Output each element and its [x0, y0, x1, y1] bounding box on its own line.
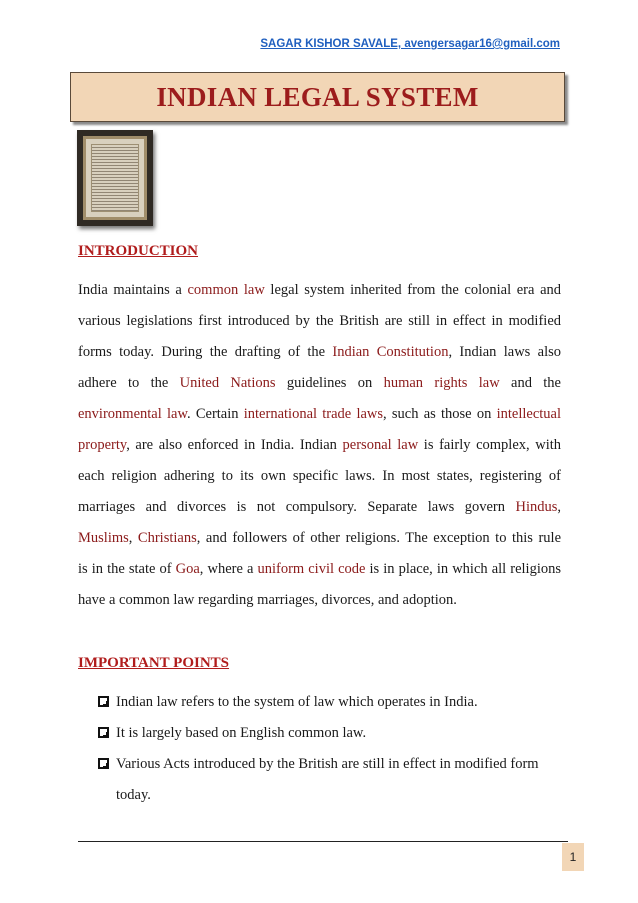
paragraph-text: forms today. During the drafting of the: [78, 344, 333, 360]
paragraph-line: [78, 342, 561, 373]
paragraph-line: [78, 404, 561, 435]
paragraph-text: . Certain: [186, 406, 244, 422]
document-paper: [83, 136, 147, 220]
list-item-text: It is largely based on English common law.: [116, 725, 367, 741]
paragraph-line: [78, 466, 561, 497]
list-item-text: today.: [116, 787, 151, 803]
list-item: [98, 692, 563, 723]
paragraph-text: have a common law regarding marriages, divorces, and adoption.: [78, 592, 457, 608]
checkbox-bullet-icon: [98, 758, 109, 769]
paragraph-line: [78, 497, 561, 528]
checkbox-bullet-icon: [98, 727, 109, 738]
paragraph-line: [78, 373, 561, 404]
list-item-text: Various Acts introduced by the British are still in effect in modified form: [116, 756, 539, 772]
wiki-link[interactable]: Christians: [137, 530, 197, 546]
paragraph-text: India maintains a: [78, 282, 188, 298]
title-banner: [70, 72, 565, 122]
paragraph-text: , such as those on: [383, 406, 497, 422]
wiki-link[interactable]: uniform civil code: [257, 561, 366, 577]
list-item: [98, 754, 563, 816]
list-item: [98, 723, 563, 754]
paragraph-text: each religion adhering to its own specific laws. In most states, registering of: [78, 468, 561, 484]
wiki-link[interactable]: property: [78, 437, 127, 453]
paragraph-text: adhere to the: [78, 375, 180, 391]
paragraph-line: [78, 559, 561, 590]
wiki-link[interactable]: environmental law: [78, 406, 187, 422]
page-number: 1: [562, 843, 584, 871]
footer-divider: [78, 841, 568, 842]
list-item-text: Indian law refers to the system of law which operates in India.: [116, 694, 478, 710]
paragraph-line: [78, 311, 561, 342]
introduction-heading: INTRODUCTION: [78, 243, 199, 259]
introduction-paragraph: [78, 280, 561, 621]
wiki-link[interactable]: Indian Constitution: [332, 344, 449, 360]
paragraph-text: is in place, in which all religions: [365, 561, 561, 577]
paragraph-line: [78, 280, 561, 311]
paragraph-text: is fairly complex, with: [418, 437, 562, 453]
wiki-link[interactable]: United Nations: [179, 375, 276, 391]
document-title: INDIAN LEGAL SYSTEM: [156, 81, 479, 112]
paragraph-text: , and followers of other religions. The exception to this rule: [196, 530, 562, 546]
checkbox-bullet-icon: [98, 696, 109, 707]
paragraph-text: and the: [499, 375, 561, 391]
wiki-link[interactable]: Muslims: [78, 530, 129, 546]
paragraph-text: guidelines on: [275, 375, 384, 391]
paragraph-text: legal system inherited from the colonial era and: [264, 282, 562, 298]
wiki-link[interactable]: Hindus: [515, 499, 558, 515]
paragraph-text: , Indian laws also: [448, 344, 561, 360]
paragraph-text: various legislations first introduced by the British are still in effect in modified: [78, 313, 561, 329]
paragraph-text: is in the state of: [78, 561, 176, 577]
paragraph-line: [78, 435, 561, 466]
paragraph-text: , where a: [199, 561, 258, 577]
wiki-link[interactable]: common law: [187, 282, 265, 298]
framed-document-icon: [77, 130, 153, 226]
wiki-link[interactable]: Goa: [175, 561, 200, 577]
header-author-email: SAGAR KISHOR SAVALE, avengersagar16@gmail.com: [260, 38, 560, 50]
important-points-heading: IMPORTANT POINTS: [78, 655, 230, 671]
wiki-link[interactable]: intellectual: [496, 406, 561, 422]
paragraph-text: ,: [557, 499, 561, 515]
wiki-link[interactable]: personal law: [342, 437, 419, 453]
paragraph-line: [78, 590, 561, 621]
wiki-link[interactable]: human rights law: [383, 375, 500, 391]
paragraph-text: ,: [128, 530, 138, 546]
important-points-list: [98, 692, 563, 816]
paragraph-text: marriages and divorces is not compulsory. Separate laws govern: [78, 499, 516, 515]
wiki-link[interactable]: international trade laws: [243, 406, 384, 422]
paragraph-line: [78, 528, 561, 559]
paragraph-text: , are also enforced in India. Indian: [126, 437, 343, 453]
